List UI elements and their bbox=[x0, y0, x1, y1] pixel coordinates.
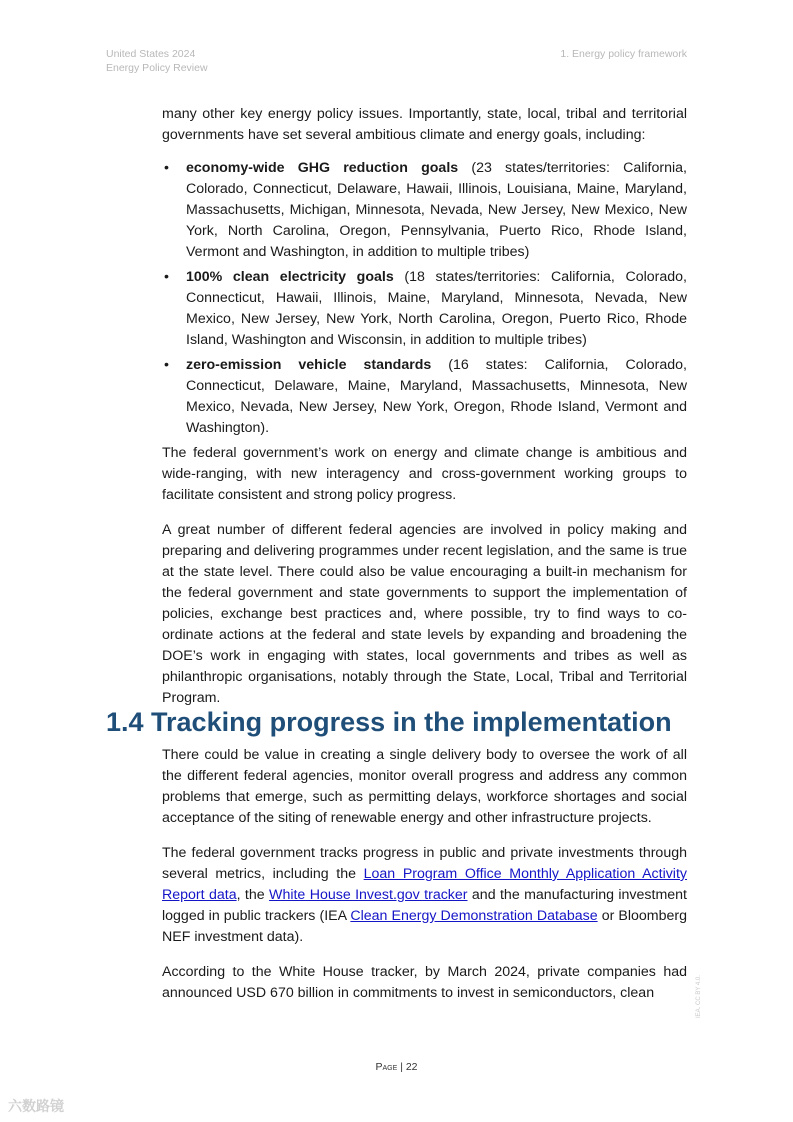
paragraph-white-house-tracker: According to the White House tracker, by March 2024, private companies had announced USD 670 billion in commitments to invest in semiconductors, clean bbox=[162, 964, 687, 1001]
clean-energy-database-link[interactable]: Clean Energy Demonstration Database bbox=[350, 908, 598, 924]
section-heading: 1.4 Tracking progress in the implementation bbox=[106, 707, 672, 737]
page-number: 22 bbox=[405, 1061, 418, 1073]
list-item bbox=[162, 267, 687, 351]
list-item bbox=[162, 158, 687, 263]
page-footer bbox=[0, 1061, 793, 1073]
list-item-text: (16 states: California, Colorado, Connecticut, Delaware, Maine, Maryland, Massachusetts, Minnesota, New Mexico, Nevada, New Jersey, New York, Oregon, Rhode Island, Vermont and Washington). bbox=[186, 357, 687, 436]
loan-program-office-link[interactable]: Loan Program Office Monthly Application Activity Report data bbox=[162, 866, 687, 903]
chapter-header: 1. Energy policy framework bbox=[560, 48, 687, 60]
bullet-icon: • bbox=[164, 357, 169, 373]
page-separator: | bbox=[400, 1061, 403, 1073]
body-text-section bbox=[162, 745, 687, 1004]
paragraph-tracking-metrics: The federal government tracks progress in public and private investments through several metrics, including the Loan Program Office Monthly Application Activity Report data, the White House Invest.gov tracker and the manufacturing investment logged in public trackers (IEA Clean Energy Demonstration Database or Bloomberg NEF investment data). bbox=[162, 845, 688, 945]
report-title: Energy Policy Review bbox=[106, 62, 208, 74]
watermark: 六数路镜 bbox=[8, 1098, 64, 1114]
list-item-text: (18 states/territories: California, Colorado, Connecticut, Hawaii, Illinois, Maine, Maryland, Minnesota, Nevada, New Mexico, New Jersey, New York, North Carolina, Oregon, Puerto Rico, Rhode Island, Washington and Wisconsin, in addition to multiple tribes) bbox=[186, 269, 687, 348]
invest-gov-tracker-link[interactable]: White House Invest.gov tracker bbox=[269, 887, 468, 903]
list-item-title: economy-wide GHG reduction goals bbox=[186, 160, 459, 176]
list-item-title: zero-emission vehicle standards bbox=[186, 357, 432, 373]
paragraph-federal-work: The federal government’s work on energy and climate change is ambitious and wide-ranging, with new interagency and cross-government working groups to facilitate consistent and strong policy progress. bbox=[162, 445, 687, 503]
report-country-year: United States 2024 bbox=[106, 48, 196, 60]
list-item-text: (23 states/territories: California, Colorado, Connecticut, Delaware, Hawaii, Illinois, Louisiana, Maine, Maryland, Massachusetts, Michigan, Minnesota, Nevada, New Jersey, New Mexico, New York, North Carolina, Oregon, Pennsylvania, Puerto Rico, Rhode Island, Vermont and Washington, in addition to multiple tribes) bbox=[186, 160, 687, 260]
license-note: IEA. CC BY 4.0. bbox=[696, 975, 702, 1018]
paragraph-delivery-body: There could be value in creating a single delivery body to oversee the work of all the different federal agencies, monitor overall progress and address any common problems that emerge, such as permitting delays, workforce shortages and social acceptance of the siting of renewable energy and other infrastructure projects. bbox=[162, 747, 687, 826]
goals-list bbox=[162, 158, 687, 439]
list-item bbox=[162, 355, 687, 439]
bullet-icon: • bbox=[164, 269, 169, 285]
running-header-left bbox=[106, 47, 208, 75]
paragraph-federal-agencies: A great number of different federal agencies are involved in policy making and preparing and delivering programmes under recent legislation, and the same is true at the state level. There could also be value encouraging a built-in mechanism for the federal government and state governments to support the implementation of policies, exchange best practices and, where possible, try to find ways to co-ordinate actions at the federal and state levels by expanding and broadening the DOE’s work in engaging with states, local governments and tribes as well as philanthropic organisations, notably through the State, Local, Tribal and Territorial Program. bbox=[162, 522, 687, 706]
page-label: Page bbox=[375, 1061, 398, 1073]
intro-paragraph: many other key energy policy issues. Importantly, state, local, tribal and territorial governments have set several ambitious climate and energy goals, including: bbox=[162, 106, 687, 143]
bullet-icon: • bbox=[164, 160, 169, 176]
body-text-top bbox=[162, 104, 687, 709]
list-item-title: 100% clean electricity goals bbox=[186, 269, 394, 285]
